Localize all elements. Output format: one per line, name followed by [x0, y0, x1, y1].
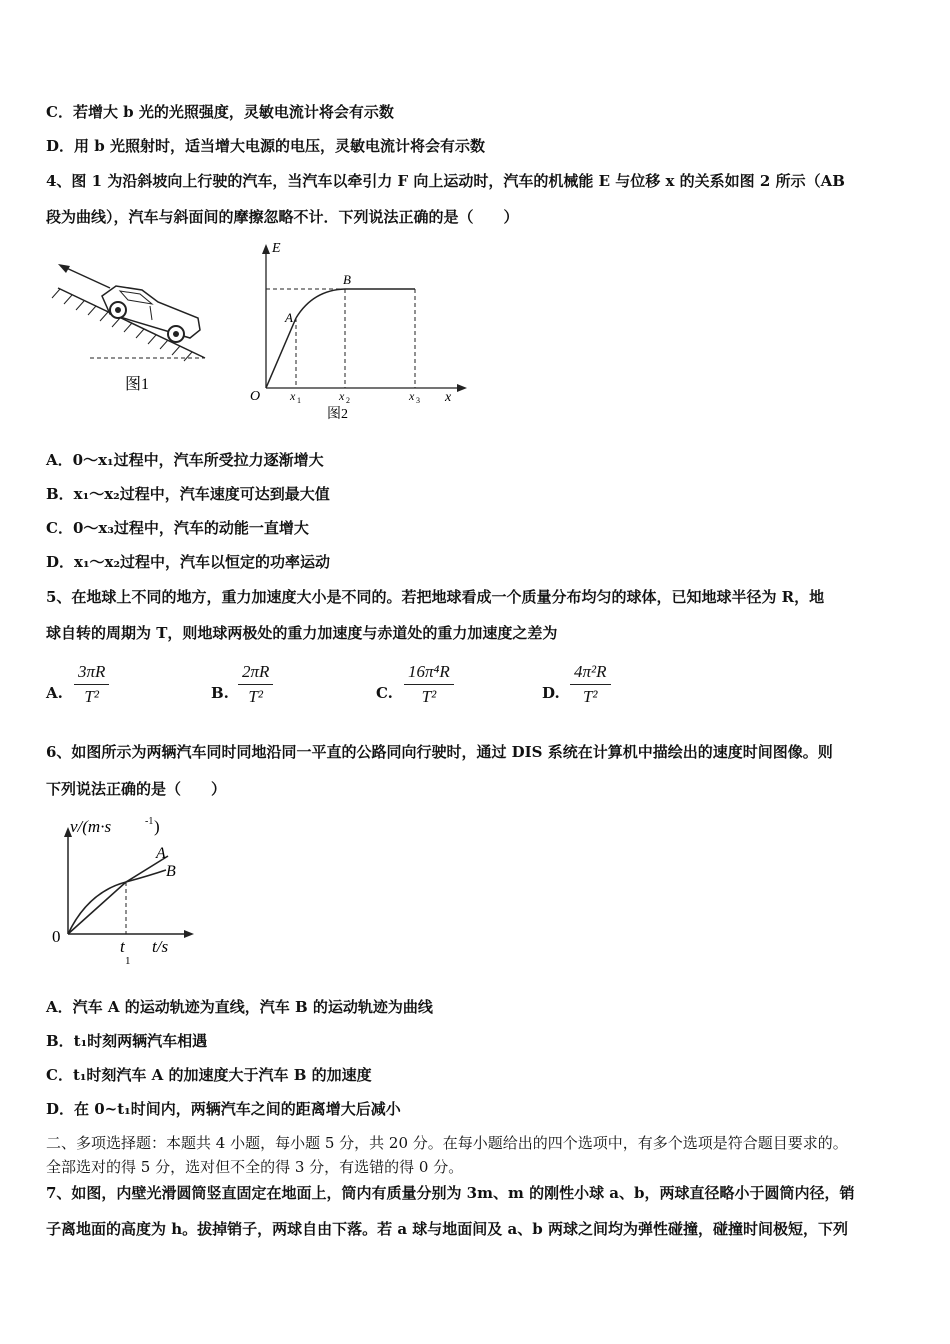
- q4-stem-line2: 段为曲线），汽车与斜面间的摩擦忽略不计．下列说法正确的是（ ）: [46, 208, 519, 226]
- q6-line-a-label: A: [156, 845, 166, 862]
- q5-option-b-formula: [238, 662, 273, 707]
- q3-option-c: C．若增大 b 光的光照强度，灵敏电流计将会有示数: [46, 103, 394, 121]
- q4-figure2-caption: 图2: [327, 407, 348, 422]
- q6-option-b: B．t₁时刻两辆汽车相遇: [46, 1032, 208, 1050]
- fig2-tick-x2-sub: 2: [346, 396, 350, 405]
- fig2-tick-x3-sub: 3: [416, 396, 420, 405]
- fig2-tick-x1: x: [290, 389, 296, 403]
- q5-stem-line2: 球自转的周期为 T，则地球两极处的重力加速度与赤道处的重力加速度之差为: [46, 624, 558, 642]
- q5-option-b-letter: B.: [211, 684, 229, 702]
- q4-figure1-caption: 图1: [125, 376, 150, 393]
- q5-option-a-letter: A.: [46, 684, 63, 702]
- q6-v-axis-label: v/(m·s: [70, 817, 112, 836]
- q6-v-axis-exponent: -1: [145, 816, 154, 827]
- q6-option-c: C．t₁时刻汽车 A 的加速度大于汽车 B 的加速度: [46, 1066, 372, 1084]
- q5-option-a-denominator: T²: [84, 687, 99, 706]
- q6-option-a: A．汽车 A 的运动轨迹为直线，汽车 B 的运动轨迹为曲线: [46, 998, 433, 1016]
- q4-option-c: C．0～x₃过程中，汽车的动能一直增大: [46, 519, 309, 537]
- q6-t-axis-label: t/s: [152, 937, 169, 956]
- q5-option-a-formula: [74, 662, 109, 707]
- q4-option-d: D．x₁～x₂过程中，汽车以恒定的功率运动: [46, 553, 331, 571]
- q4-stem-line1: 4、图 1 为沿斜坡向上行驶的汽车，当汽车以牵引力 F 向上运动时，汽车的机械能 E 与位移 x 的关系如图 2 所示（AB: [46, 172, 845, 190]
- q5-option-c-numerator: 16π⁴R: [408, 662, 450, 681]
- q5-option-d-letter: D.: [542, 684, 560, 702]
- q5-option-d-denominator: T²: [582, 687, 598, 706]
- q5-option-b-denominator: T²: [248, 687, 263, 706]
- q6-stem-line2: 下列说法正确的是（ ）: [46, 780, 227, 798]
- q6-origin-label: 0: [52, 927, 61, 946]
- q5-option-c-formula: [404, 662, 454, 707]
- q4-figure2-energy-graph: [245, 238, 475, 423]
- fig2-origin-label: O: [250, 389, 261, 404]
- q4-option-a: A．0～x₁过程中，汽车所受拉力逐渐增大: [46, 451, 324, 469]
- q5-option-a-numerator: 3πR: [78, 662, 106, 681]
- q7-stem-line1: 7、如图，内壁光滑圆筒竖直固定在地面上，筒内有质量分别为 3m、m 的刚性小球 a、b，两球直径略小于圆筒内径，销: [46, 1184, 855, 1202]
- q6-v-axis-close: ): [154, 817, 160, 836]
- q5-option-d-numerator: 4π²R: [574, 662, 607, 681]
- fig2-x-axis-label: x: [445, 390, 452, 405]
- q4-option-b: B．x₁～x₂过程中，汽车速度可达到最大值: [46, 485, 330, 503]
- fig2-tick-x2: x: [339, 389, 345, 403]
- fig2-tick-x1-sub: 1: [297, 396, 301, 405]
- section2-intro-line1: 二、多项选择题：本题共 4 小题，每小题 5 分，共 20 分。在每小题给出的四个选项中，有多个选项是符合题目要求的。: [46, 1134, 848, 1152]
- fig2-point-a: A: [285, 310, 293, 325]
- q6-stem-line1: 6、如图所示为两辆汽车同时同地沿同一平直的公路同向行驶时，通过 DIS 系统在计算机中描绘出的速度时间图像。则: [46, 743, 833, 761]
- fig2-tick-x3: x: [409, 389, 415, 403]
- q5-stem-line1: 5、在地球上不同的地方，重力加速度大小是不同的。若把地球看成一个质量分布均匀的球体，已知地球半径为 R，地: [46, 588, 825, 606]
- fig2-e-axis-label: E: [272, 241, 281, 256]
- q7-stem-line2: 子离地面的高度为 h。拔掉销子，两球自由下落。若 a 球与地面间及 a、b 两球之间均为弹性碰撞，碰撞时间极短，下列: [46, 1220, 848, 1238]
- section2-intro-line2: 全部选对的得 5 分，选对但不全的得 3 分，有选错的得 0 分。: [46, 1158, 464, 1176]
- q5-option-d-formula: [570, 662, 611, 707]
- q6-velocity-time-graph: [48, 812, 198, 972]
- q6-t1-subscript: 1: [125, 955, 131, 967]
- q6-line-b-label: B: [166, 863, 176, 880]
- q3-option-d: D．用 b 光照射时，适当增大电源的电压，灵敏电流计将会有示数: [46, 137, 485, 155]
- q5-option-c-letter: C.: [376, 684, 393, 702]
- q4-figure1-car-on-slope: [50, 258, 215, 398]
- q5-option-b-numerator: 2πR: [242, 662, 270, 681]
- q6-t1-label: t: [120, 937, 125, 956]
- fig2-point-b: B: [343, 272, 351, 287]
- q6-option-d: D．在 0~t₁时间内，两辆汽车之间的距离增大后减小: [46, 1100, 401, 1118]
- q5-option-c-denominator: T²: [421, 687, 437, 706]
